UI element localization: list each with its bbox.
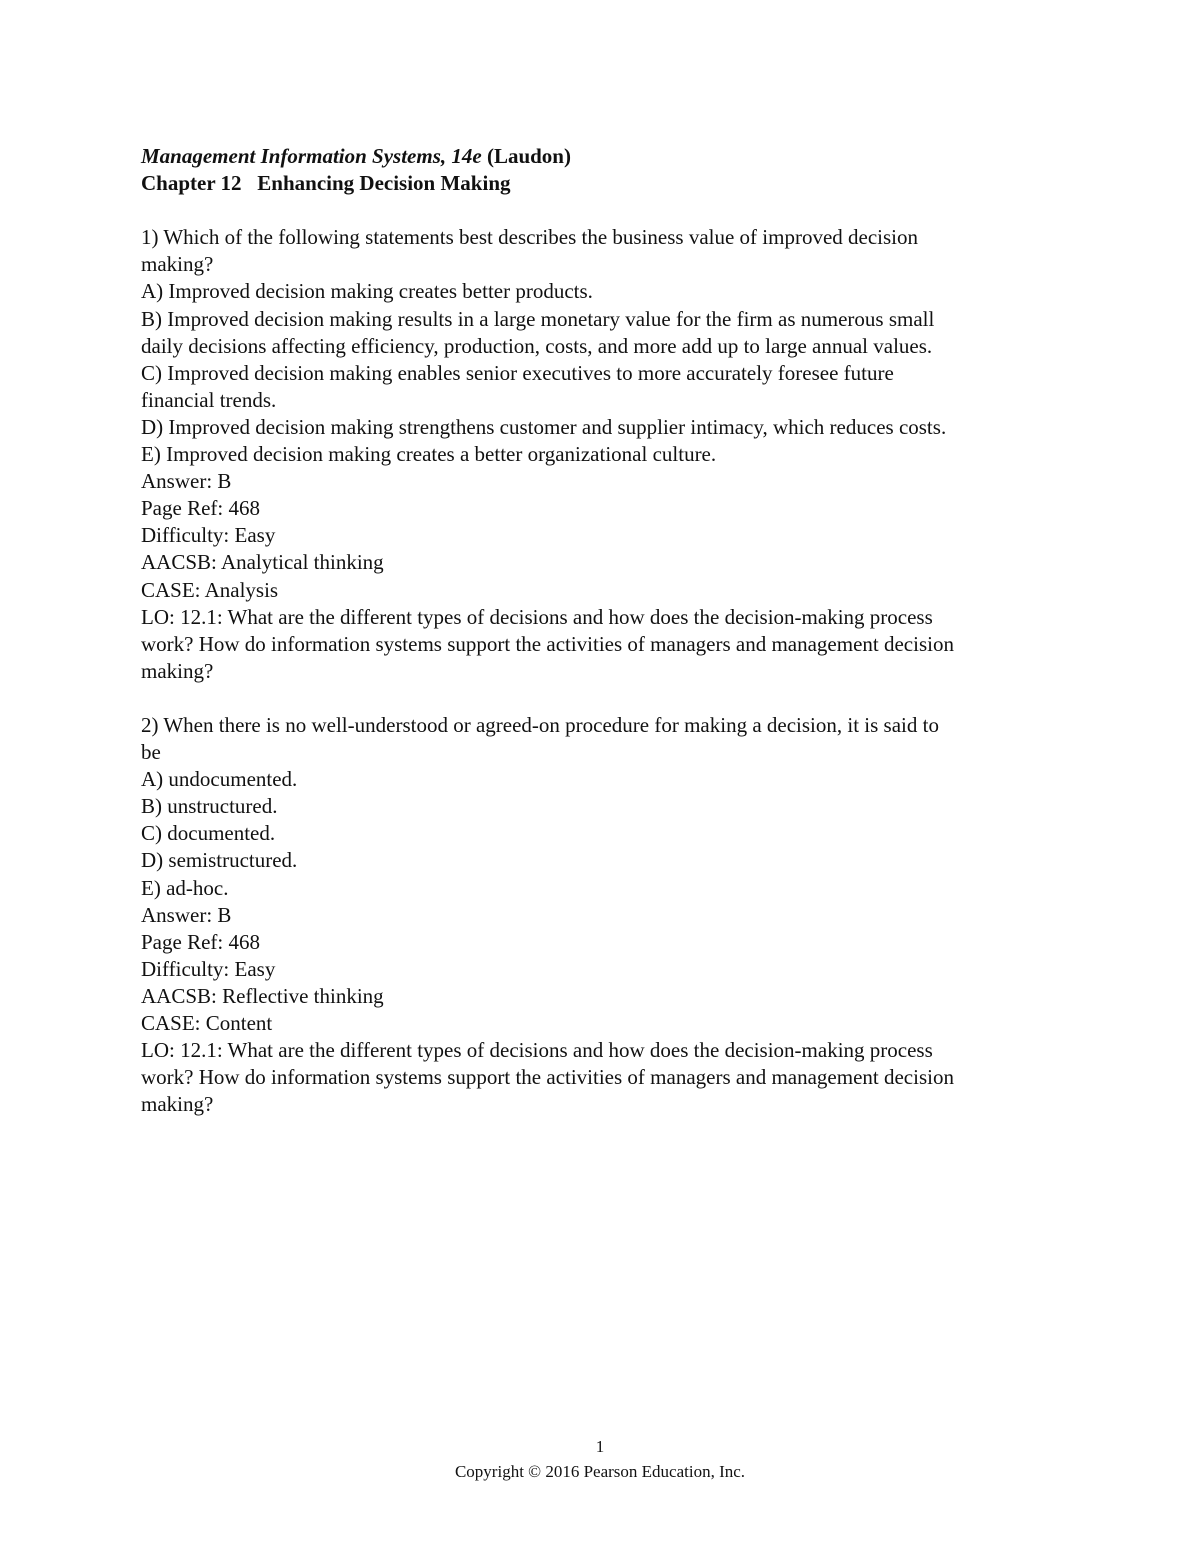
answer-option: B) Improved decision making results in a large monetary value for the firm as numerous small (141, 306, 935, 331)
question-2 (141, 712, 1061, 1118)
page-ref: Page Ref: 468 (141, 496, 260, 521)
chapter-heading (141, 170, 1061, 197)
answer-option: E) Improved decision making creates a better organizational culture. (141, 442, 717, 467)
aacsb: AACSB: Analytical thinking (141, 550, 384, 575)
answer-key: Answer: B (141, 469, 232, 494)
chapter-number: Chapter 12 (141, 171, 242, 196)
difficulty: Difficulty: Easy (141, 956, 276, 981)
answer-key: Answer: B (141, 902, 232, 927)
difficulty: Difficulty: Easy (141, 523, 276, 548)
case-type: CASE: Analysis (141, 577, 279, 602)
spacer (141, 197, 1061, 224)
learning-objective-line: work? How do information systems support the activities of managers and management decision (141, 1065, 954, 1090)
answer-option: A) undocumented. (141, 767, 298, 792)
learning-objective-line: making? (141, 1092, 214, 1117)
book-title-line (141, 143, 1061, 170)
case-type: CASE: Content (141, 1011, 273, 1035)
book-author: (Laudon) (486, 144, 571, 168)
question-stem-line: 1) Which of the following statements best describes the business value of improved decision (141, 225, 919, 250)
copyright-notice: Copyright © 2016 Pearson Education, Inc. (454, 1462, 746, 1481)
answer-option: A) Improved decision making creates better products. (141, 279, 593, 304)
page-content (141, 143, 1061, 1118)
learning-objective-line: LO: 12.1: What are the different types of decisions and how does the decision-making process (141, 1038, 933, 1063)
answer-option: daily decisions affecting efficiency, production, costs, and more add up to large annual values. (141, 333, 933, 358)
answer-option: C) documented. (141, 821, 276, 846)
question-stem-line: be (141, 740, 161, 765)
learning-objective-line: work? How do information systems support the activities of managers and management decision (141, 631, 954, 656)
answer-option: E) ad-hoc. (141, 875, 229, 900)
answer-option: D) semistructured. (141, 848, 298, 873)
question-1 (141, 224, 1061, 685)
page-ref: Page Ref: 468 (141, 929, 260, 954)
answer-option: D) Improved decision making strengthens customer and supplier intimacy, which reduces costs. (141, 414, 947, 439)
book-title: Management Information Systems, 14e (141, 144, 482, 168)
aacsb: AACSB: Reflective thinking (141, 983, 384, 1008)
spacer (141, 685, 1061, 712)
answer-option: B) unstructured. (141, 794, 278, 819)
page-number: 1 (595, 1437, 605, 1456)
chapter-title: Enhancing Decision Making (257, 171, 511, 196)
question-stem-line: 2) When there is no well-understood or agreed-on procedure for making a decision, it is said to (141, 712, 939, 737)
learning-objective-line: making? (141, 658, 214, 683)
answer-option: C) Improved decision making enables senior executives to more accurately foresee future (141, 360, 894, 385)
learning-objective-line: LO: 12.1: What are the different types of decisions and how does the decision-making process (141, 604, 933, 629)
question-stem-line: making? (141, 252, 214, 277)
answer-option: financial trends. (141, 387, 277, 412)
